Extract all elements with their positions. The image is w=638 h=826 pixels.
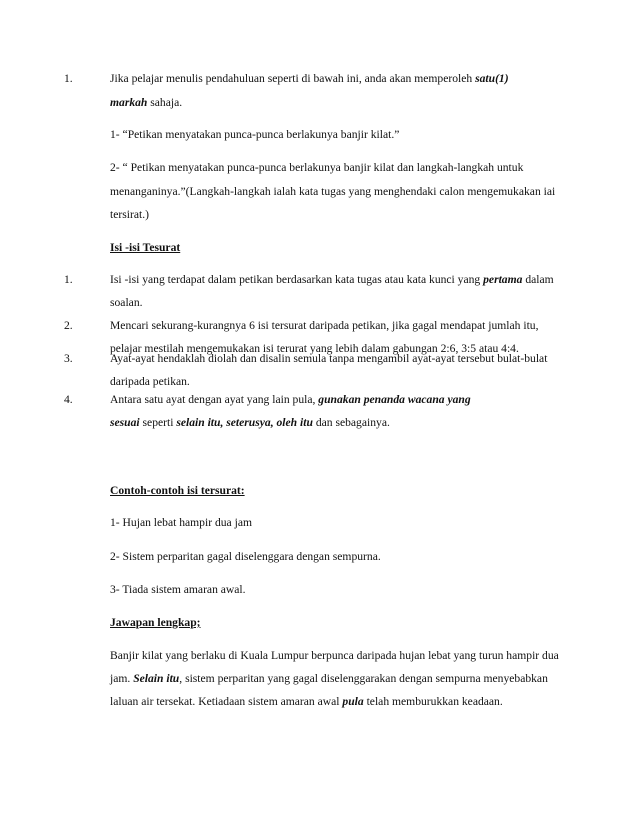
answer-line-1: Banjir kilat yang berlaku di Kuala Lumpur berpunca daripada hujan lebat yang turun hampir dua xyxy=(110,649,559,662)
intro-example-2-line-1: 2- “ Petikan menyatakan punca-punca berlakunya banjir kilat dan langkah-langkah untuk xyxy=(110,161,524,174)
intro-line-2 xyxy=(110,96,182,109)
list-item-number: 1. xyxy=(64,273,73,286)
answer-line-2: jam. Selain itu, sistem perparitan yang gagal diselenggarakan dengan sempurna menyebabkan xyxy=(110,672,548,685)
list-item-number: 4. xyxy=(64,393,73,406)
example-item-1: 1- Hujan lebat hampir dua jam xyxy=(110,516,252,529)
answer-line-3: laluan air tersekat. Ketiadaan sistem amaran awal pula telah memburukkan keadaan. xyxy=(110,695,503,708)
list-item-4-line-2: sesuai seperti selain itu, seterusya, oleh itu dan sebagainya. xyxy=(110,416,390,429)
list-item-1-emphasis: pertama xyxy=(483,273,523,286)
intro-number: 1. xyxy=(64,72,73,85)
list-item-2-line-2: pelajar mestilah mengemukakan isi terurat yang lebih dalam gabungan 2:6, 3:5 atau 4:4. xyxy=(110,342,519,355)
answer-emphasis-pula: pula xyxy=(342,695,364,708)
list-item-1-line-2: soalan. xyxy=(110,296,143,309)
list-item-4-emphasis: gunakan penanda wacana yang xyxy=(318,393,471,406)
example-item-2: 2- Sistem perparitan gagal diselenggara dengan sempurna. xyxy=(110,550,381,563)
list-item-3-line-2: daripada petikan. xyxy=(110,375,190,388)
section-heading-jawapan: Jawapan lengkap; xyxy=(110,616,201,629)
intro-line-1-emphasis: satu(1) xyxy=(475,72,509,85)
intro-line-1 xyxy=(110,72,509,85)
intro-example-2-line-3: tersirat.) xyxy=(110,208,149,221)
list-item-4-line-1: Antara satu ayat dengan ayat yang lain pula, gunakan penanda wacana yang xyxy=(110,393,471,406)
intro-line-1-text: Jika pelajar menulis pendahuluan seperti di bawah ini, anda akan memperoleh xyxy=(110,72,476,85)
example-item-3: 3- Tiada sistem amaran awal. xyxy=(110,583,246,596)
list-item-1-line-1: Isi -isi yang terdapat dalam petikan berdasarkan kata tugas atau kata kunci yang pertama dalam xyxy=(110,273,554,286)
intro-example-2-line-2: menanganinya.”(Langkah-langkah ialah kata tugas yang menghendaki calon mengemukakan iai xyxy=(110,185,556,198)
list-item-number: 3. xyxy=(64,352,73,365)
intro-line-2-emphasis: markah xyxy=(110,96,148,109)
answer-emphasis-selain-itu: Selain itu xyxy=(133,672,180,685)
list-item-3-line-1: Ayat-ayat hendaklah diolah dan disalin semula tanpa mengambil ayat-ayat tersebut bulat-bulat xyxy=(110,352,548,365)
list-item-number: 2. xyxy=(64,319,73,332)
intro-line-2-text: sahaja. xyxy=(147,96,183,109)
section-heading-isi-tesurat: Isi -isi Tesurat xyxy=(110,241,181,254)
list-item-2-line-1: Mencari sekurang-kurangnya 6 isi tersurat daripada petikan, jika gagal mendapat jumlah itu, xyxy=(110,319,539,332)
intro-example-1: 1- “Petikan menyatakan punca-punca berlakunya banjir kilat.” xyxy=(110,128,400,141)
section-heading-contoh: Contoh-contoh isi tersurat: xyxy=(110,484,245,497)
